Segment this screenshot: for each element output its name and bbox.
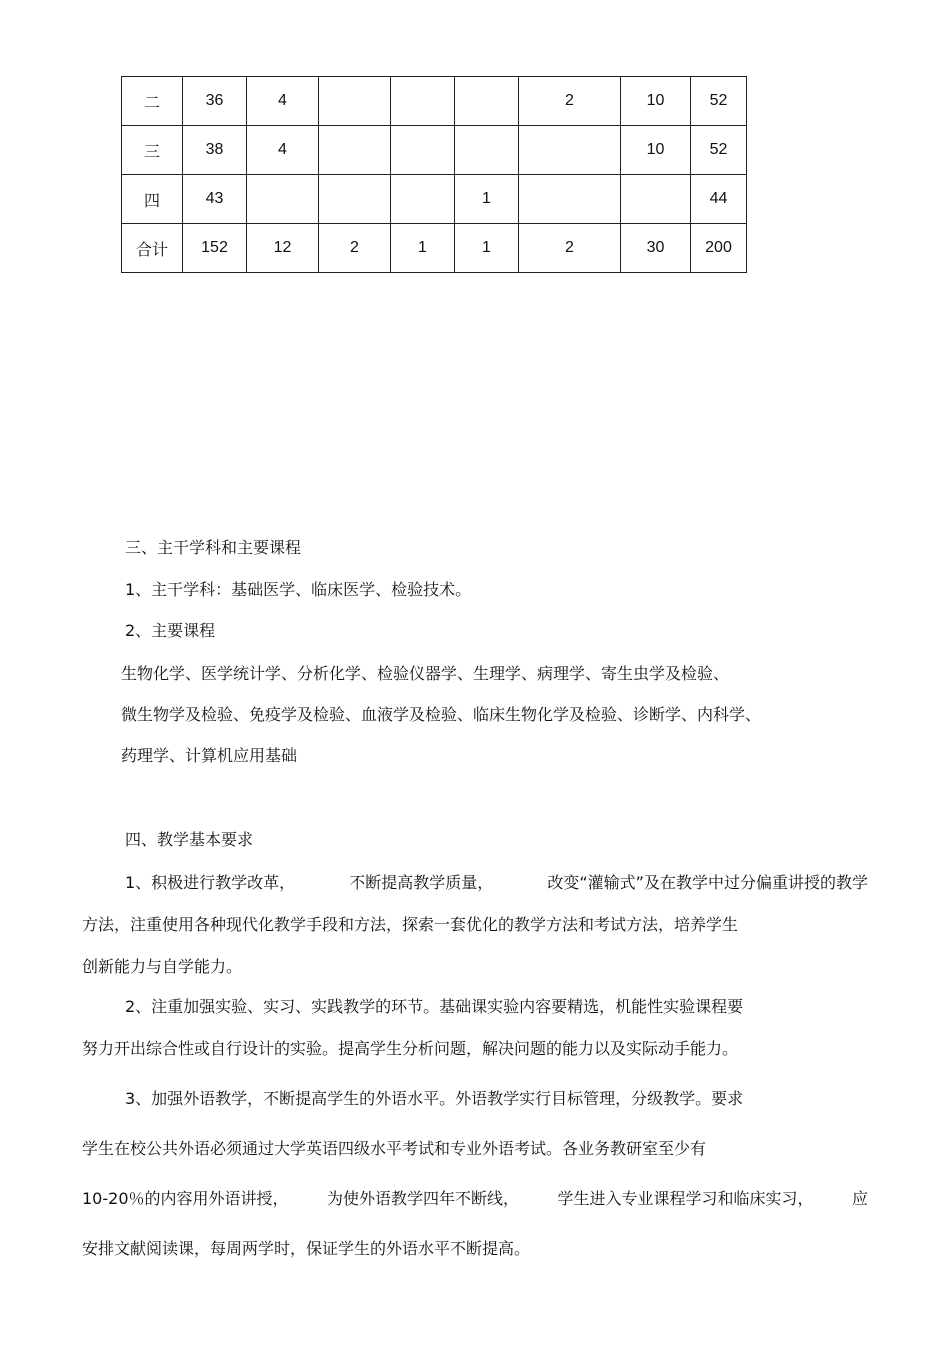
- table-cell: 10: [621, 126, 691, 175]
- main-disciplines-item: 1、主干学科：基础医学、临床医学、检验技术。: [125, 580, 472, 599]
- table-cell: 1: [391, 224, 455, 273]
- table-cell: 36: [183, 77, 247, 126]
- table-cell: [519, 126, 621, 175]
- table-cell: 4: [247, 126, 319, 175]
- table-cell: [455, 126, 519, 175]
- table-cell: [455, 77, 519, 126]
- table-cell: 44: [691, 175, 747, 224]
- table-row: [122, 224, 747, 273]
- table-cell: [247, 175, 319, 224]
- paragraph-1-segment-b: 不断提高教学质量，: [349, 873, 494, 892]
- table-cell: 2: [519, 224, 621, 273]
- paragraph-1-line-3: 创新能力与自学能力。: [82, 957, 243, 976]
- table-cell: 152: [183, 224, 247, 273]
- table-cell: 12: [247, 224, 319, 273]
- table-cell: 1: [455, 224, 519, 273]
- paragraph-1-segment-c: 改变“灌输式”及在教学中过分偏重讲授的教学: [547, 873, 868, 892]
- paragraph-3-segment-a: 10-20％的内容用外语讲授，: [82, 1189, 289, 1208]
- table-cell: 30: [621, 224, 691, 273]
- courses-line-3: 药理学、计算机应用基础: [121, 746, 298, 765]
- table-cell: 4: [247, 77, 319, 126]
- table-cell: 1: [455, 175, 519, 224]
- table-cell: 52: [691, 77, 747, 126]
- table-cell: [391, 77, 455, 126]
- paragraph-2-line-2: 努力开出综合性或自行设计的实验。提高学生分析问题，解决问题的能力以及实际动手能力。: [82, 1039, 739, 1058]
- table-cell: [621, 175, 691, 224]
- row-label-cell: 四: [122, 175, 183, 224]
- row-label-cell: 合计: [122, 224, 183, 273]
- paragraph-1-line-1: [125, 872, 868, 894]
- paragraph-3-line-2: 学生在校公共外语必须通过大学英语四级水平考试和专业外语考试。各业务教研室至少有: [82, 1139, 707, 1158]
- paragraph-3-line-3: [82, 1188, 868, 1210]
- table-cell: [319, 175, 391, 224]
- table-cell: 52: [691, 126, 747, 175]
- table-row: [122, 175, 747, 224]
- paragraph-3-segment-c: 学生进入专业课程学习和临床实习，: [557, 1189, 814, 1208]
- paragraph-3-segment-d: 应: [851, 1189, 868, 1208]
- table-cell: 200: [691, 224, 747, 273]
- paragraph-1-line-2: 方法，注重使用各种现代化教学手段和方法，探索一套优化的教学方法和考试方法，培养学生: [82, 915, 739, 934]
- table-cell: [391, 126, 455, 175]
- table-cell: 38: [183, 126, 247, 175]
- paragraph-3-line-4: 安排文献阅读课，每周两学时，保证学生的外语水平不断提高。: [82, 1239, 531, 1258]
- table-row: [122, 77, 747, 126]
- table-cell: 2: [519, 77, 621, 126]
- row-label-cell: 二: [122, 77, 183, 126]
- section-4-heading: 四、教学基本要求: [125, 830, 254, 849]
- section-3-heading: 三、主干学科和主要课程: [125, 538, 302, 557]
- table-row: [122, 126, 747, 175]
- paragraph-2-line-1: 2、注重加强实验、实习、实践教学的环节。基础课实验内容要精选，机能性实验课程要: [125, 997, 744, 1016]
- credits-table: [121, 76, 747, 273]
- table-cell: 2: [319, 224, 391, 273]
- courses-line-1: 生物化学、医学统计学、分析化学、检验仪器学、生理学、病理学、寄生虫学及检验、: [121, 664, 730, 683]
- main-courses-item: 2、主要课程: [125, 621, 216, 640]
- table-cell: [391, 175, 455, 224]
- paragraph-1-segment-a: 1、积极进行教学改革，: [125, 873, 296, 892]
- paragraph-3-line-1: 3、加强外语教学，不断提高学生的外语水平。外语教学实行目标管理，分级教学。要求: [125, 1089, 744, 1108]
- table-cell: 43: [183, 175, 247, 224]
- table-cell: [519, 175, 621, 224]
- table-cell: [319, 126, 391, 175]
- table-cell: [319, 77, 391, 126]
- courses-line-2: 微生物学及检验、免疫学及检验、血液学及检验、临床生物化学及检验、诊断学、内科学、: [121, 705, 762, 724]
- row-label-cell: 三: [122, 126, 183, 175]
- paragraph-3-segment-b: 为使外语教学四年不断线，: [326, 1189, 519, 1208]
- table-cell: 10: [621, 77, 691, 126]
